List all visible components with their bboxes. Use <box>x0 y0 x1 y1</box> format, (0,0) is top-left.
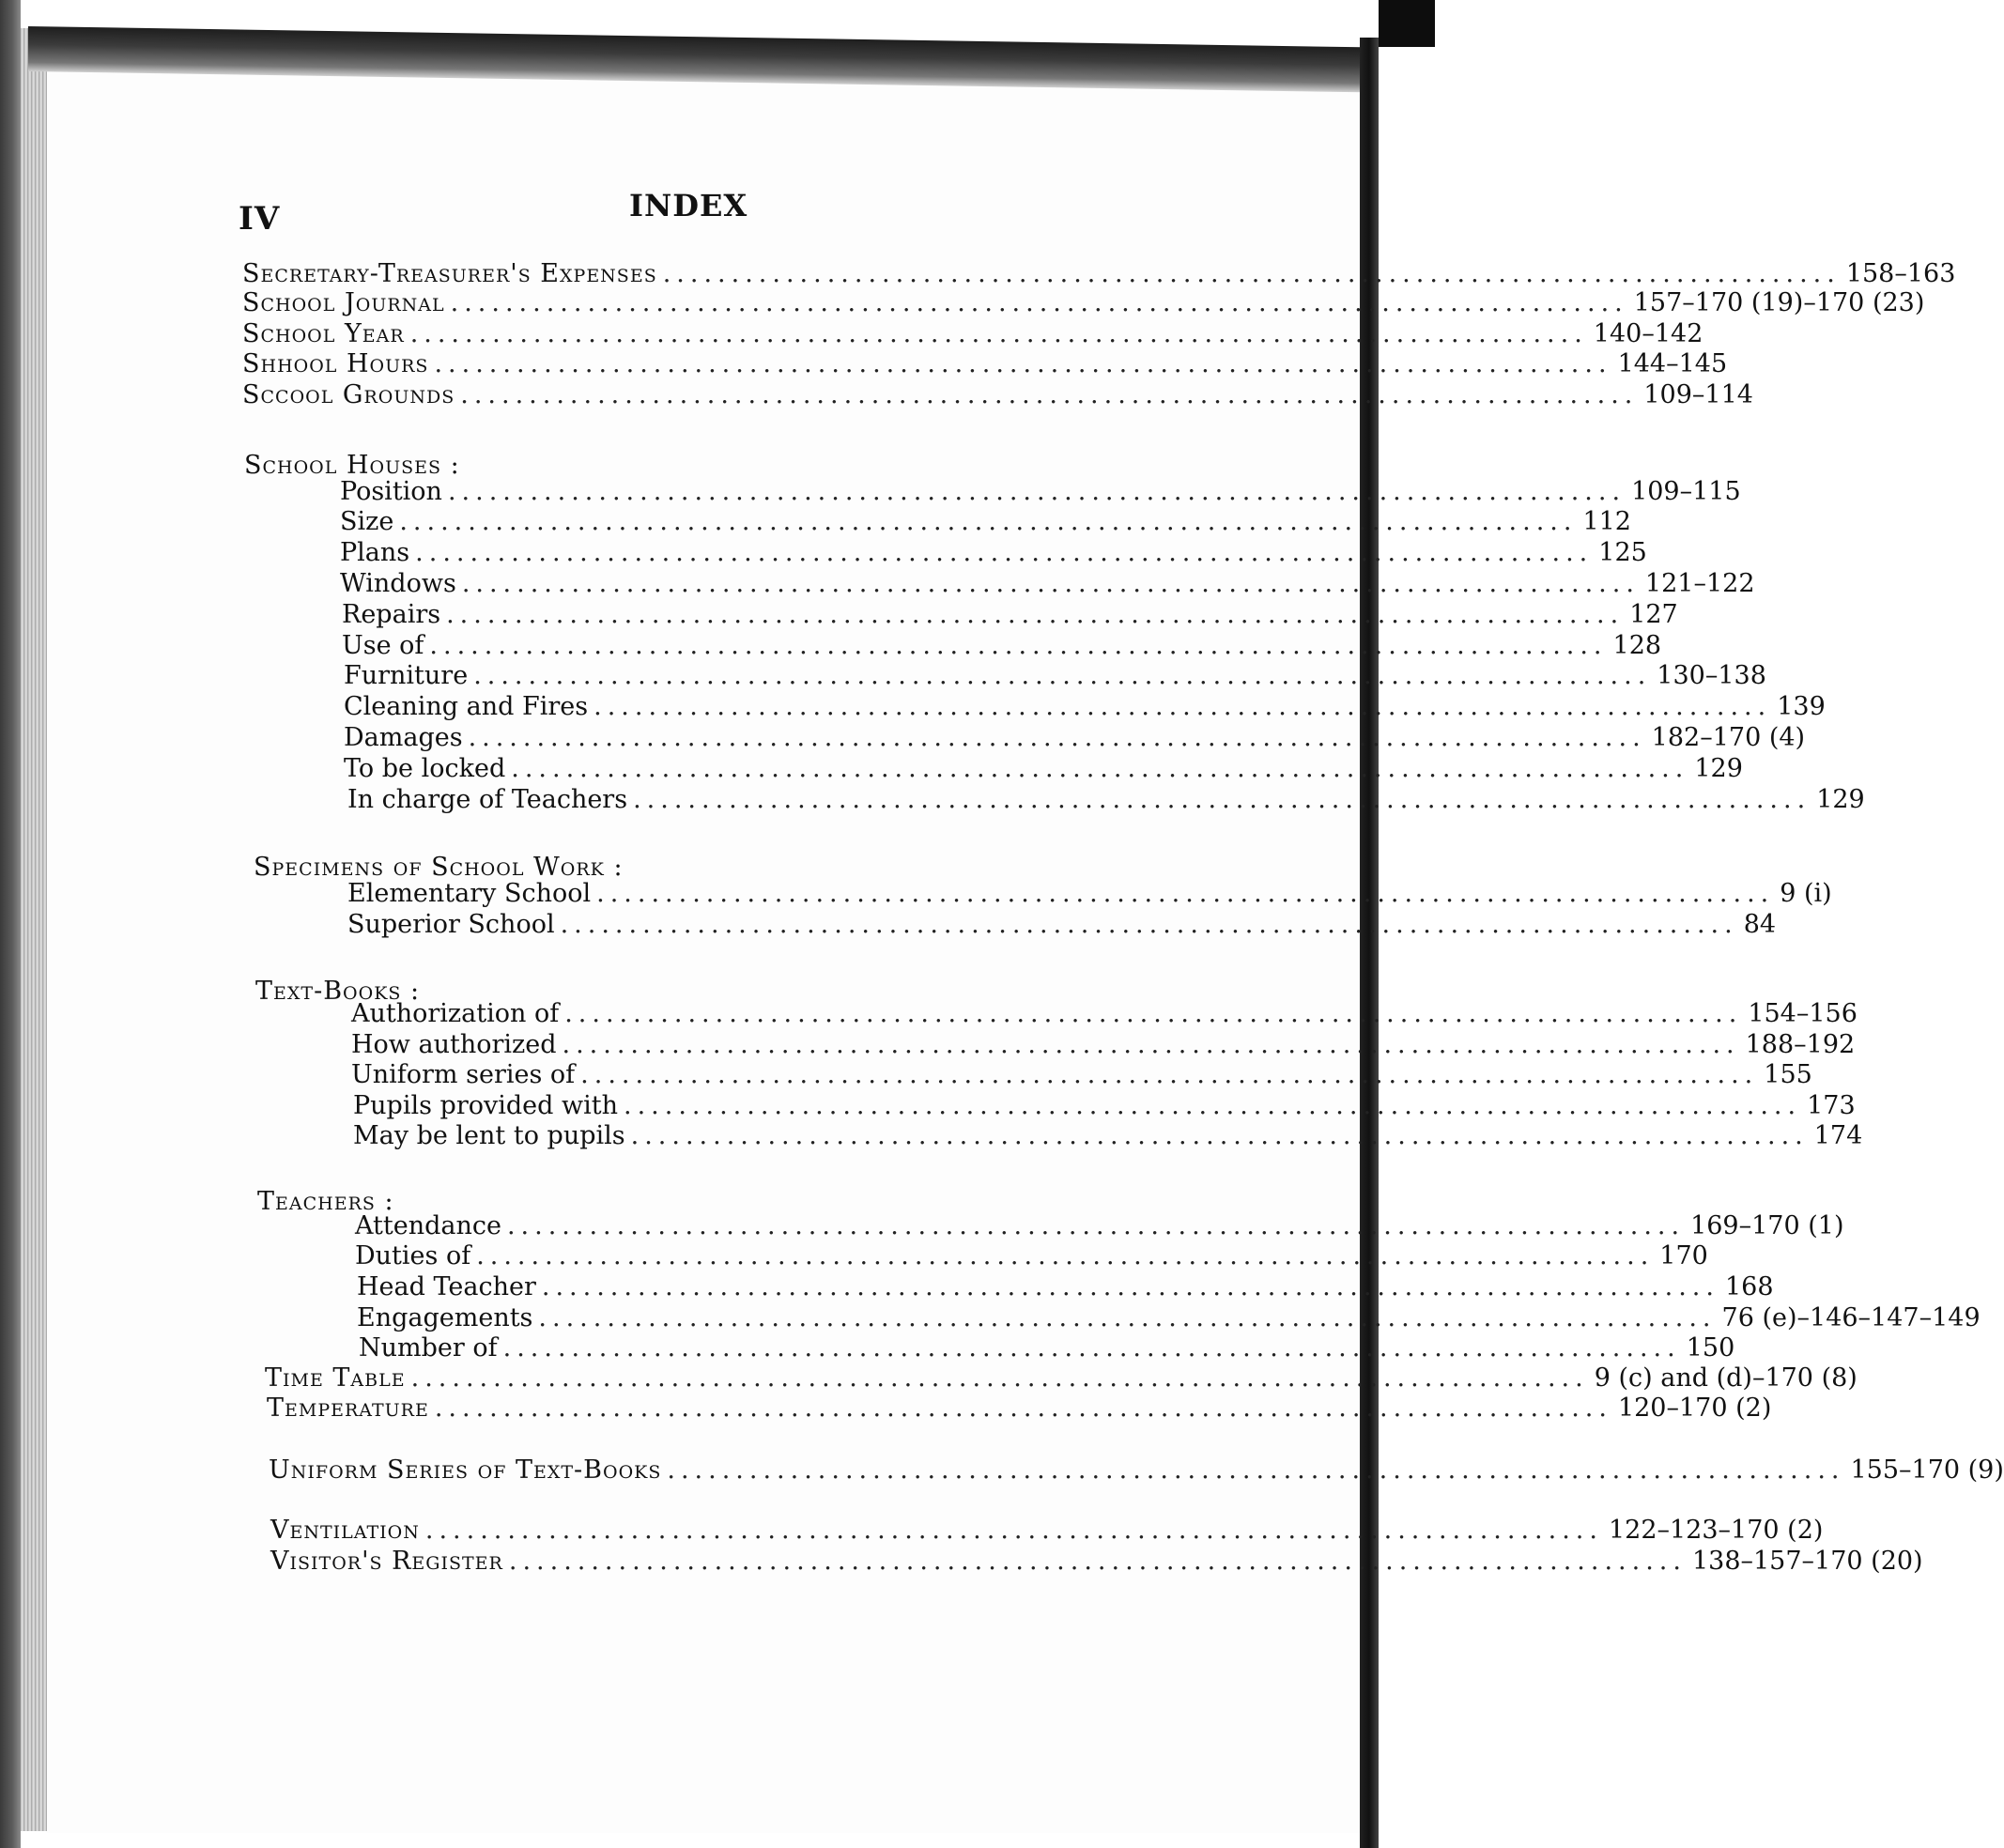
index-entry <box>242 259 1956 289</box>
index-entry <box>340 477 1741 507</box>
dot-leader: ...................................................................................... <box>633 785 1811 814</box>
index-entry <box>355 1211 1844 1241</box>
dot-leader: ...................................................................................... <box>511 754 1689 783</box>
index-entry <box>342 600 1678 630</box>
index-entry <box>270 1516 1824 1546</box>
index-entry <box>342 631 1662 661</box>
entry-label: Engagements <box>357 1303 533 1332</box>
entry-label: School Journal <box>242 288 445 317</box>
entry-label: Windows <box>340 569 456 598</box>
index-entry <box>267 1394 1772 1424</box>
dot-leader: ...................................................................................... <box>468 723 1646 752</box>
entry-label: Cleaning and Fires <box>344 692 589 721</box>
entry-label: School Year <box>242 319 405 348</box>
entry-label: Attendance <box>355 1211 501 1240</box>
index-entry <box>340 507 1631 537</box>
dot-leader: ...................................................................................... <box>476 1241 1655 1270</box>
entry-pages: 76 (e)–146–147–149 <box>1721 1303 1981 1332</box>
entry-pages: 130–138 <box>1657 661 1766 690</box>
index-entry <box>347 910 1777 940</box>
entry-label: Number of <box>359 1333 498 1363</box>
index-entry <box>353 1121 1863 1151</box>
index-entry <box>270 1547 1923 1577</box>
index-entry <box>242 349 1728 379</box>
dot-leader: ...................................................................................... <box>562 1030 1740 1059</box>
dot-leader: ...................................................................................... <box>434 1394 1612 1423</box>
entry-label: Authorization of <box>351 999 560 1028</box>
entry-pages: 188–192 <box>1745 1030 1856 1059</box>
entry-label: In charge of Teachers <box>347 785 628 814</box>
dot-leader: ...................................................................................... <box>564 999 1743 1028</box>
dot-leader: ...................................................................................... <box>506 1211 1686 1240</box>
index-entry <box>357 1303 1981 1333</box>
entry-label: Plans <box>340 538 410 567</box>
entry-label: Secretary-Treasurer's Expenses <box>242 259 657 288</box>
entry-pages: 9 (c) and (d)–170 (8) <box>1594 1363 1858 1393</box>
index-entry <box>344 723 1806 753</box>
index-entry <box>242 288 1925 318</box>
entry-label: Use of <box>342 631 424 660</box>
entry-pages: 109–114 <box>1643 380 1753 409</box>
entry-label: Temperature <box>267 1394 429 1423</box>
dot-leader: ...................................................................................... <box>429 631 1608 660</box>
entry-label: Elementary School <box>347 879 592 908</box>
index-entry <box>347 785 1865 815</box>
entry-label: Furniture <box>344 661 469 690</box>
index-entry <box>344 754 1743 784</box>
page-title: INDEX <box>629 188 748 223</box>
entry-label: Damages <box>344 723 463 752</box>
dot-leader: ...................................................................................... <box>410 1363 1589 1393</box>
entry-label: Sccool Grounds <box>242 380 455 409</box>
section-heading: Specimens of School Work : <box>254 853 624 882</box>
entry-pages: 158–163 <box>1845 259 1956 288</box>
entry-pages: 174 <box>1813 1121 1863 1150</box>
entry-label: Uniform Series of Text-Books <box>269 1455 662 1485</box>
index-entry <box>340 569 1755 599</box>
entry-pages: 129 <box>1694 754 1743 783</box>
dot-leader: ...................................................................................... <box>409 319 1588 348</box>
dot-leader: ...................................................................................... <box>415 538 1594 567</box>
index-entry <box>344 692 1826 722</box>
dot-leader: ...................................................................................... <box>667 1455 1845 1485</box>
entry-label: Time Table <box>265 1363 406 1393</box>
entry-pages: 128 <box>1612 631 1662 660</box>
scan-corner-shadow <box>1379 0 1435 47</box>
entry-pages: 140–142 <box>1593 319 1703 348</box>
index-entry <box>347 879 1832 909</box>
dot-leader: ...................................................................................... <box>399 507 1578 536</box>
entry-pages: 154–156 <box>1748 999 1858 1028</box>
book-cover-left-edge <box>0 0 21 1848</box>
index-entry <box>351 1060 1812 1090</box>
index-entry <box>242 380 1753 410</box>
entry-pages: 125 <box>1598 538 1647 567</box>
dot-leader: ...................................................................................... <box>624 1091 1802 1120</box>
entry-label: Pupils provided with <box>353 1091 618 1120</box>
entry-pages: 168 <box>1724 1272 1774 1301</box>
index-entry <box>355 1241 1708 1271</box>
page-edges <box>21 28 47 1831</box>
dot-leader: ...................................................................................... <box>596 879 1775 908</box>
entry-pages: 129 <box>1816 785 1865 814</box>
entry-label: Head Teacher <box>357 1272 536 1301</box>
entry-pages: 127 <box>1629 600 1678 629</box>
entry-label: Repairs <box>342 600 441 629</box>
index-entry <box>359 1333 1735 1363</box>
dot-leader: ...................................................................................... <box>446 600 1625 629</box>
entry-pages: 139 <box>1777 692 1826 721</box>
entry-label: Size <box>340 507 394 536</box>
section-heading: School Houses : <box>244 451 460 480</box>
section-heading: Teachers : <box>257 1187 394 1216</box>
index-entry <box>340 538 1647 568</box>
entry-pages: 120–170 (2) <box>1617 1394 1772 1423</box>
entry-label: Position <box>340 477 442 506</box>
entry-pages: 138–157–170 (20) <box>1691 1547 1923 1576</box>
index-entry <box>269 1455 2004 1486</box>
dot-leader: ...................................................................................... <box>630 1121 1809 1150</box>
entry-pages: 170 <box>1659 1241 1708 1270</box>
index-entry <box>242 319 1703 349</box>
entry-label: Uniform series of <box>351 1060 576 1089</box>
entry-pages: 173 <box>1807 1091 1856 1120</box>
dot-leader: ...................................................................................... <box>593 692 1772 721</box>
page-number: IV <box>239 200 281 238</box>
dot-leader: ...................................................................................... <box>502 1333 1681 1363</box>
entry-pages: 144–145 <box>1617 349 1728 378</box>
entry-pages: 84 <box>1743 910 1777 939</box>
entry-pages: 157–170 (19)–170 (23) <box>1633 288 1925 317</box>
entry-pages: 155 <box>1764 1060 1812 1089</box>
index-entry <box>351 1030 1856 1060</box>
entry-label: Duties of <box>355 1241 471 1270</box>
entry-label: To be locked <box>344 754 506 783</box>
dot-leader: ...................................................................................... <box>434 349 1612 378</box>
entry-label: Visitor's Register <box>270 1547 503 1576</box>
dot-leader: ...................................................................................... <box>461 569 1640 598</box>
dot-leader: ...................................................................................... <box>460 380 1639 409</box>
index-entry <box>351 999 1858 1029</box>
index-entry <box>344 661 1766 691</box>
entry-pages: 182–170 (4) <box>1651 723 1806 752</box>
dot-leader: ...................................................................................... <box>560 910 1738 939</box>
entry-label: May be lent to pupils <box>353 1121 625 1150</box>
dot-leader: ...................................................................................... <box>541 1272 1719 1301</box>
section-heading: Text-Books : <box>255 977 421 1006</box>
index-entry <box>265 1363 1858 1394</box>
entry-pages: 112 <box>1582 507 1631 536</box>
index-entry <box>357 1272 1774 1302</box>
dot-leader: ...................................................................................... <box>447 477 1626 506</box>
entry-label: Ventilation <box>270 1516 420 1545</box>
entry-pages: 169–170 (1) <box>1690 1211 1844 1240</box>
entry-pages: 109–115 <box>1631 477 1741 506</box>
dot-leader: ...................................................................................... <box>450 288 1628 317</box>
entry-pages: 155–170 (9) <box>1850 1455 2004 1485</box>
dot-leader: ...................................................................................... <box>424 1516 1603 1545</box>
entry-label: Shhool Hours <box>242 349 429 378</box>
dot-leader: ...................................................................................... <box>580 1060 1759 1089</box>
entry-pages: 122–123–170 (2) <box>1608 1516 1824 1545</box>
entry-pages: 150 <box>1686 1333 1735 1363</box>
entry-pages: 9 (i) <box>1780 879 1832 908</box>
dot-leader: ...................................................................................... <box>538 1303 1717 1332</box>
dot-leader: ...................................................................................... <box>662 259 1841 288</box>
entry-pages: 121–122 <box>1644 569 1755 598</box>
entry-label: How authorized <box>351 1030 557 1059</box>
dot-leader: ...................................................................................... <box>508 1547 1687 1576</box>
entry-label: Superior School <box>347 910 555 939</box>
dot-leader: ...................................................................................... <box>473 661 1652 690</box>
index-entry <box>353 1091 1856 1121</box>
